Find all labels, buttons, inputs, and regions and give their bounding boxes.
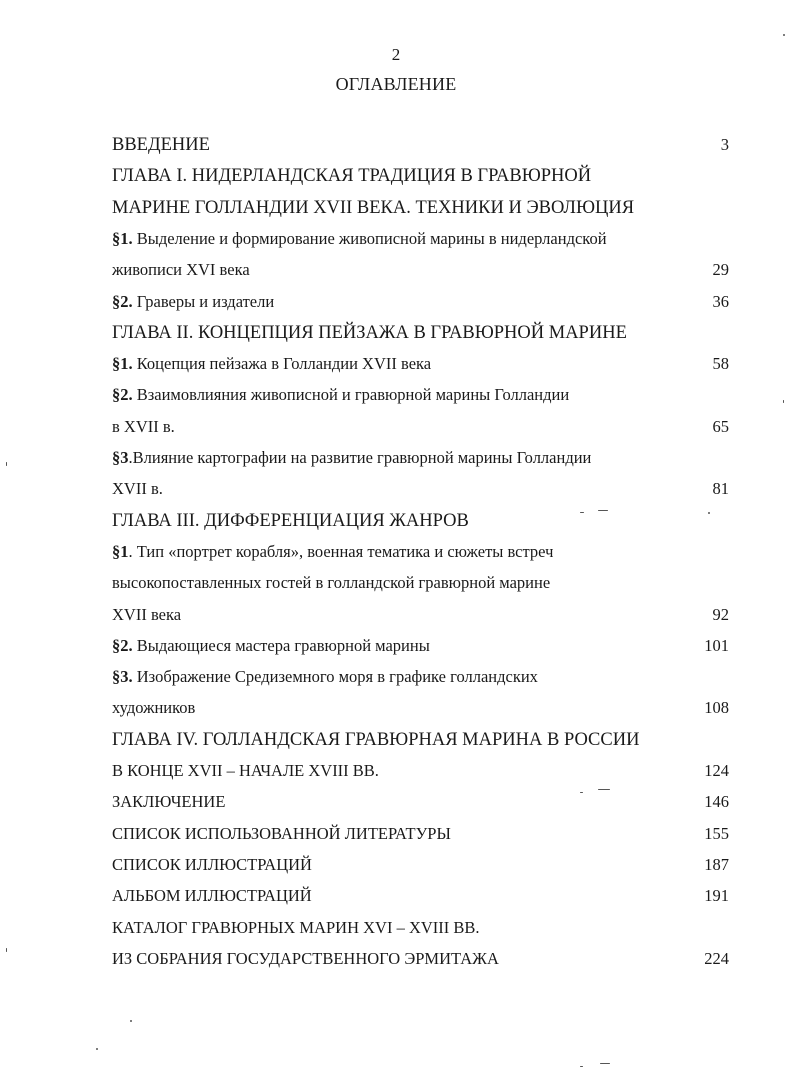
toc-entry-text — [112, 351, 431, 377]
toc-entry-text — [112, 852, 312, 878]
toc-entry — [0, 289, 792, 315]
section-number: §2. — [112, 636, 133, 655]
toc-page-number: 29 — [712, 260, 729, 279]
scan-speck — [600, 1063, 610, 1064]
toc-page-number: 81 — [712, 479, 729, 498]
toc-entry-text — [112, 257, 250, 283]
toc-entry-text — [112, 476, 163, 502]
scan-speck — [580, 1066, 583, 1067]
toc-entry — [0, 226, 792, 252]
toc-entry-title: живописи XVI века — [112, 260, 250, 279]
toc-entry — [0, 163, 792, 189]
scan-speck — [708, 512, 710, 514]
toc-entry — [0, 257, 792, 283]
toc-entry — [0, 414, 792, 440]
toc-entry — [0, 476, 792, 502]
toc-page-number: 155 — [704, 824, 729, 843]
toc-entry — [0, 351, 792, 377]
toc-entry-text — [112, 132, 210, 158]
toc-entry — [0, 508, 792, 534]
scan-speck — [783, 34, 785, 36]
toc-entry-title: художников — [112, 698, 196, 717]
toc-entry — [0, 727, 792, 753]
toc-entry-title: XVII века — [112, 605, 182, 624]
toc-entry-text — [112, 633, 430, 659]
toc-entry — [0, 132, 792, 158]
toc-entry — [0, 821, 792, 847]
toc-entry — [0, 539, 792, 565]
toc-entry-text — [112, 695, 195, 721]
toc-entry-text — [112, 508, 469, 534]
toc-entry-text — [112, 664, 538, 690]
toc-entry-title: высокопоставленных гостей в голландской гравюрной марине — [112, 573, 551, 592]
toc-entry-title: СПИСОК ИЛЛЮСТРАЦИЙ — [112, 855, 312, 874]
toc-entry-text — [112, 382, 569, 408]
toc-entry-text — [112, 727, 639, 753]
toc-entry-text — [112, 539, 553, 565]
toc-entry — [0, 195, 792, 221]
toc-entry — [0, 883, 792, 909]
scan-speck — [580, 792, 583, 793]
toc-entry-title: КАТАЛОГ ГРАВЮРНЫХ МАРИН XVI – XVIII ВВ. — [112, 918, 480, 937]
toc-entry-text — [112, 163, 591, 189]
toc-entry-text — [112, 226, 607, 252]
toc-entry — [0, 852, 792, 878]
section-number: §3. — [112, 667, 133, 686]
section-number: §2. — [112, 385, 133, 404]
toc-page-number: 3 — [720, 135, 729, 154]
section-number: §2. — [112, 292, 133, 311]
toc-entry-title: ИЗ СОБРАНИЯ ГОСУДАРСТВЕННОГО ЭРМИТАЖА — [112, 949, 499, 968]
toc-entry-text — [112, 821, 451, 847]
toc-entry-text — [112, 195, 634, 221]
toc-entry — [0, 695, 792, 721]
toc-entry-text — [112, 883, 312, 909]
toc-page-number: 65 — [712, 417, 729, 436]
toc-entry-title: XVII в. — [112, 479, 163, 498]
toc-entry-title: ГЛАВА I. НИДЕРЛАНДСКАЯ ТРАДИЦИЯ В ГРАВЮРНОЙ — [112, 166, 592, 186]
scan-speck — [783, 400, 784, 403]
toc-entry — [0, 382, 792, 408]
scan-speck — [598, 789, 610, 790]
section-number: §1. — [112, 229, 133, 248]
scan-speck — [130, 1020, 132, 1022]
toc-entry-title: ГЛАВА IV. ГОЛЛАНДСКАЯ ГРАВЮРНАЯ МАРИНА В РОССИИ — [112, 730, 640, 750]
page-title: ОГЛАВЛЕНИЕ — [335, 74, 457, 94]
toc-entry — [0, 570, 792, 596]
toc-entry — [0, 602, 792, 628]
toc-page-number: 101 — [704, 636, 729, 655]
scan-speck — [96, 1048, 98, 1050]
toc-entry — [0, 915, 792, 941]
toc-entry-text — [112, 414, 175, 440]
toc-entry-title: ГЛАВА III. ДИФФЕРЕНЦИАЦИЯ ЖАНРОВ — [112, 511, 469, 531]
toc-entry-text — [112, 789, 225, 815]
toc-page-number: 92 — [712, 605, 729, 624]
toc-entry-title: АЛЬБОМ ИЛЛЮСТРАЦИЙ — [112, 886, 312, 905]
toc-entry-title: .Влияние картографии на развитие гравюрной марины Голландии — [128, 448, 592, 467]
section-number: §3 — [112, 448, 129, 467]
toc-entry-title: ГЛАВА II. КОНЦЕПЦИЯ ПЕЙЗАЖА В ГРАВЮРНОЙ МАРИНЕ — [112, 323, 627, 343]
toc-entry — [0, 320, 792, 346]
toc-entry-title: В КОНЦЕ XVII – НАЧАЛЕ XVIII ВВ. — [112, 761, 379, 780]
toc-entry-text — [112, 758, 379, 784]
scan-speck — [580, 512, 584, 513]
toc-entry — [0, 789, 792, 815]
toc-entry-text — [112, 320, 627, 346]
toc-entry-title: Изображение Средиземного моря в графике голландских — [132, 667, 538, 686]
toc-page-number: 224 — [704, 949, 729, 968]
toc-page-number: 58 — [712, 354, 729, 373]
scan-speck — [6, 948, 7, 952]
toc-entry — [0, 445, 792, 471]
toc-entry-title: . Тип «портрет корабля», военная тематика и сюжеты встреч — [128, 542, 554, 561]
toc-entry-title: Взаимовлияния живописной и гравюрной марины Голландии — [132, 385, 570, 404]
toc-entry-title: в XVII в. — [112, 417, 175, 436]
toc-entry-text — [112, 602, 181, 628]
toc-entry — [0, 758, 792, 784]
section-number: §1. — [112, 354, 133, 373]
toc-entry — [0, 664, 792, 690]
toc-entry-text — [112, 946, 499, 972]
toc-page-number: 36 — [712, 292, 729, 311]
toc-entry-text — [112, 445, 591, 471]
toc-page-number: 108 — [704, 698, 729, 717]
toc-entry-title: ЗАКЛЮЧЕНИЕ — [112, 792, 226, 811]
toc-entry-text — [112, 915, 480, 941]
toc-page-number: 191 — [704, 886, 729, 905]
scan-speck — [6, 462, 7, 466]
page-number: 2 — [391, 45, 401, 64]
toc-page-number: 146 — [704, 792, 729, 811]
toc-entry-title: ВВЕДЕНИЕ — [112, 135, 210, 155]
toc-entry-title: Выдающиеся мастера гравюрной марины — [132, 636, 430, 655]
section-number: §1 — [112, 542, 129, 561]
toc-entry-text — [112, 289, 274, 315]
toc-entry-text — [112, 570, 550, 596]
scan-speck — [598, 510, 608, 511]
toc-entry-title: МАРИНЕ ГОЛЛАНДИИ XVII ВЕКА. ТЕХНИКИ И ЭВОЛЮЦИЯ — [112, 198, 635, 218]
toc-entry-title: Граверы и издатели — [132, 292, 275, 311]
toc-entry-title: Выделение и формирование живописной марины в нидерландской — [132, 229, 607, 248]
toc-page-number: 187 — [704, 855, 729, 874]
toc-entry-title: СПИСОК ИСПОЛЬЗОВАННОЙ ЛИТЕРАТУРЫ — [112, 824, 451, 843]
toc-entry — [0, 946, 792, 972]
toc-page-number: 124 — [704, 761, 729, 780]
toc-entry-title: Коцепция пейзажа в Голландии XVII века — [132, 354, 432, 373]
toc-entry — [0, 633, 792, 659]
